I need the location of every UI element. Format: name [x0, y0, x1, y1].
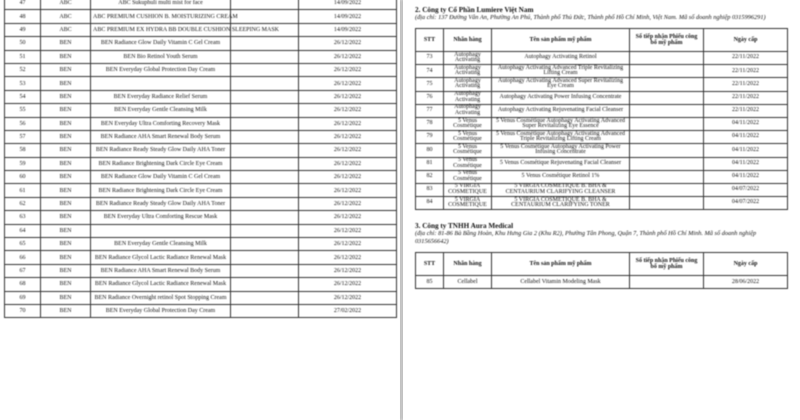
- table-row: [5, 251, 397, 264]
- cell-product: ABC PREMIUM EX HYDRA BB DOUBLE CUSHION SLEEPING MASK: [91, 23, 231, 36]
- cell-brand: ABC: [41, 10, 91, 23]
- cell-brand: ABC: [41, 23, 91, 36]
- cell-product: BEN Radiance Glow Daily Vitamin C Gel Cream: [91, 37, 231, 50]
- cell-date: 04/11/2022: [704, 131, 788, 144]
- cell-product: BEN Everyday Global Protection Day Cream: [91, 63, 231, 76]
- cell-brand: BEN: [41, 278, 91, 291]
- cell-date: 26/12/2022: [299, 117, 397, 130]
- cell-code: [630, 170, 704, 183]
- table-row: [416, 131, 788, 144]
- table-row: [416, 144, 788, 157]
- table-row: [416, 52, 788, 65]
- cell-stt: 73: [416, 52, 444, 65]
- cell-stt: 84: [416, 197, 444, 210]
- cell-product: BEN Everyday Global Protection Day Cream: [91, 304, 231, 317]
- table-row: [5, 184, 397, 197]
- cell-stt: 65: [5, 238, 41, 251]
- cell-code: [630, 91, 704, 104]
- cell-brand: BEN: [41, 224, 91, 237]
- header-date: Ngày cấp: [704, 253, 788, 276]
- cell-date: 26/12/2022: [299, 251, 397, 264]
- cell-date: 26/12/2022: [299, 77, 397, 90]
- header-stt: STT: [416, 253, 444, 276]
- cell-product: Autophagy Activating Power Infusing Concentrate: [492, 91, 630, 104]
- cell-code: [231, 117, 299, 130]
- cell-product: Autophagy Activating Advanced Triple Revitalizing Lifting Cream: [492, 65, 630, 78]
- cell-stt: 66: [5, 251, 41, 264]
- table-row: [5, 291, 397, 304]
- cell-code: [231, 130, 299, 143]
- header-code: Số tiếp nhận Phiếu công bố mỹ phẩm: [630, 253, 704, 276]
- cell-brand: 5 Venus Cosmétique: [444, 117, 492, 130]
- cell-stt: 60: [5, 171, 41, 184]
- header-code: Số tiếp nhận Phiếu công bố mỹ phẩm: [630, 29, 704, 52]
- cell-stt: 57: [5, 130, 41, 143]
- cell-stt: 58: [5, 144, 41, 157]
- cell-code: [231, 184, 299, 197]
- cell-date: 26/12/2022: [299, 37, 397, 50]
- section3-title: 3. Công ty TNHH Aura Medical: [415, 222, 514, 231]
- section2-header-row: [416, 29, 788, 52]
- cell-code: [231, 90, 299, 103]
- cell-product: BEN Radiance Brightening Dark Circle Eye Cream: [91, 184, 231, 197]
- cell-brand: BEN: [41, 50, 91, 63]
- cell-product: Autophagy Activating Retinol: [492, 52, 630, 65]
- table-row: [416, 276, 788, 289]
- cell-stt: 51: [5, 50, 41, 63]
- cell-brand: 5 Venus Cosmétique: [444, 157, 492, 170]
- cell-code: [231, 63, 299, 76]
- cell-brand: BEN: [41, 184, 91, 197]
- cell-code: [231, 278, 299, 291]
- cell-product: 5 Venus Cosmétique Retinol 1%: [492, 170, 630, 183]
- cell-brand: 5 Venus Cosmétique: [444, 144, 492, 157]
- cell-brand: BEN: [41, 104, 91, 117]
- table-row: [5, 104, 397, 117]
- cell-date: 22/11/2022: [704, 65, 788, 78]
- cell-product: 5 Venus Cosmétique Rejuvenating Facial Cleanser: [492, 157, 630, 170]
- table-row: [416, 78, 788, 91]
- cell-stt: 70: [5, 304, 41, 317]
- cell-code: [630, 144, 704, 157]
- cell-stt: 68: [5, 278, 41, 291]
- cell-code: [231, 291, 299, 304]
- cell-stt: 64: [5, 224, 41, 237]
- cell-product: BEN Radiance Glycol Lactic Radiance Renewal Mask: [91, 278, 231, 291]
- cell-stt: 54: [5, 90, 41, 103]
- cell-code: [231, 211, 299, 224]
- table-row: [5, 304, 397, 317]
- cell-date: 26/12/2022: [299, 224, 397, 237]
- cell-code: [231, 37, 299, 50]
- cell-brand: BEN: [41, 157, 91, 170]
- cell-brand: BEN: [41, 264, 91, 277]
- cell-date: 26/12/2022: [299, 171, 397, 184]
- cell-code: [630, 197, 704, 210]
- cell-brand: BEN: [41, 251, 91, 264]
- table-row: [5, 50, 397, 63]
- cell-brand: BEN: [41, 130, 91, 143]
- cell-stt: 85: [416, 276, 444, 289]
- table-row: [5, 77, 397, 90]
- table-row: [5, 224, 397, 237]
- cell-brand: BEN: [41, 304, 91, 317]
- cell-stt: 48: [5, 10, 41, 23]
- cell-product: BEN Bio Retinol Youth Serum: [91, 50, 231, 63]
- section3-address: (địa chỉ: 81-86 Bà Bầng Hoàn, Khu Hưng Gia 2 (Khu R2), Phường Tân Phong, Quận 7, Thành phố Hồ Chí Minh. Mã số doanh nghiệp 0315656642): [415, 230, 757, 246]
- table-row: [5, 23, 397, 36]
- table-row: [416, 104, 788, 117]
- cell-date: 26/12/2022: [299, 264, 397, 277]
- cell-date: 04/07/2022: [704, 197, 788, 210]
- cell-brand: Autophagy Activating: [444, 65, 492, 78]
- header-product: Tên sản phẩm mỹ phẩm: [492, 29, 630, 52]
- table-row: [416, 91, 788, 104]
- cell-code: [231, 10, 299, 23]
- table-row: [5, 264, 397, 277]
- cell-stt: 50: [5, 37, 41, 50]
- cell-code: [231, 104, 299, 117]
- cell-brand: 5 VIRGIA COSMETIQUE: [444, 183, 492, 196]
- cell-brand: BEN: [41, 63, 91, 76]
- left-product-table: [4, 0, 397, 318]
- table-row: [5, 10, 397, 23]
- cell-date: 26/12/2022: [299, 291, 397, 304]
- cell-brand: 5 VIRGIA COSMETIQUE: [444, 197, 492, 210]
- cell-date: 04/11/2022: [704, 170, 788, 183]
- cell-product: [91, 224, 231, 237]
- table-row: [416, 170, 788, 183]
- cell-brand: BEN: [41, 291, 91, 304]
- cell-date: 26/12/2022: [299, 50, 397, 63]
- table-row: [416, 65, 788, 78]
- cell-code: [231, 144, 299, 157]
- header-date: Ngày cấp: [704, 29, 788, 52]
- cell-date: 14/09/2022: [299, 0, 397, 10]
- cell-stt: 82: [416, 170, 444, 183]
- cell-product: BEN Radiance Ready Steady Glow Daily AHA Toner: [91, 197, 231, 210]
- table-row: [5, 238, 397, 251]
- cell-product: BEN Radiance AHA Smart Renewal Body Serum: [91, 264, 231, 277]
- cell-brand: BEN: [41, 171, 91, 184]
- cell-stt: 78: [416, 117, 444, 130]
- table-row: [5, 90, 397, 103]
- cell-stt: 69: [5, 291, 41, 304]
- cell-brand: BEN: [41, 197, 91, 210]
- cell-code: [231, 50, 299, 63]
- cell-brand: Autophagy Activating: [444, 91, 492, 104]
- table-row: [5, 278, 397, 291]
- cell-stt: 75: [416, 78, 444, 91]
- cell-code: [630, 157, 704, 170]
- cell-code: [231, 304, 299, 317]
- cell-code: [630, 276, 704, 289]
- table-row: [5, 117, 397, 130]
- cell-code: [231, 171, 299, 184]
- cell-product: BEN Everyday Gentle Cleansing Milk: [91, 238, 231, 251]
- cell-stt: 56: [5, 117, 41, 130]
- table-row: [416, 157, 788, 170]
- cell-product: ABC PREMIUM CUSHION B. MOISTURIZING CREAM: [91, 10, 231, 23]
- cell-brand: Cellabel: [444, 276, 492, 289]
- cell-stt: 74: [416, 65, 444, 78]
- table-row: [416, 197, 788, 210]
- cell-brand: BEN: [41, 90, 91, 103]
- table-row: [5, 157, 397, 170]
- table-row: [5, 63, 397, 76]
- cell-date: 22/11/2022: [704, 104, 788, 117]
- cell-date: 27/02/2022: [299, 304, 397, 317]
- cell-date: 04/11/2022: [704, 117, 788, 130]
- cell-brand: BEN: [41, 117, 91, 130]
- cell-brand: Autophagy Activating: [444, 52, 492, 65]
- cell-date: 26/12/2022: [299, 211, 397, 224]
- cell-code: [630, 117, 704, 130]
- cell-stt: 63: [5, 211, 41, 224]
- cell-code: [231, 238, 299, 251]
- cell-stt: 67: [5, 264, 41, 277]
- table-row: [5, 171, 397, 184]
- cell-code: [630, 183, 704, 196]
- cell-stt: 80: [416, 144, 444, 157]
- cell-stt: 49: [5, 23, 41, 36]
- cell-code: [231, 264, 299, 277]
- cell-code: [231, 251, 299, 264]
- cell-date: 26/12/2022: [299, 90, 397, 103]
- header-brand: Nhãn hàng: [444, 29, 492, 52]
- cell-stt: 61: [5, 184, 41, 197]
- cell-date: 26/12/2022: [299, 130, 397, 143]
- table-row: [5, 211, 397, 224]
- cell-code: [630, 52, 704, 65]
- table-row: [5, 37, 397, 50]
- section2-address: (địa chỉ: 137 Đường Vân An, Phường An Phú, Thành phố Thủ Đức, Thành phố Hồ Chí Minh, Việt Nam. Mã số doanh nghiệp 0315996291): [415, 14, 766, 21]
- cell-product: 5 VIRGIA COSMETIQUE B. BHA & CENTAURIUM CLARIFYING CLEANSER: [492, 183, 630, 196]
- cell-brand: BEN: [41, 37, 91, 50]
- table-row: [5, 0, 397, 10]
- right-document-page: [403, 0, 800, 420]
- cell-code: [231, 0, 299, 10]
- cell-date: 04/11/2022: [704, 157, 788, 170]
- cell-brand: Autophagy Activating: [444, 104, 492, 117]
- cell-product: BEN Radiance Brightening Dark Circle Eye Cream: [91, 157, 231, 170]
- cell-code: [630, 104, 704, 117]
- cell-stt: 76: [416, 91, 444, 104]
- cell-brand: BEN: [41, 238, 91, 251]
- right-page-content: [403, 0, 800, 289]
- cell-product: BEN Radiance AHA Smart Renewal Body Serum: [91, 130, 231, 143]
- cell-product: BEN Everyday Ultra Comforting Recovery Mask: [91, 117, 231, 130]
- cell-brand: BEN: [41, 77, 91, 90]
- cell-stt: 79: [416, 131, 444, 144]
- header-brand: Nhãn hàng: [444, 253, 492, 276]
- cell-brand: ABC: [41, 0, 91, 10]
- cell-date: 26/12/2022: [299, 157, 397, 170]
- table-row: [5, 130, 397, 143]
- cell-brand: 5 Venus Cosmétique: [444, 131, 492, 144]
- cell-date: 04/11/2022: [704, 144, 788, 157]
- left-page-content: [0, 0, 400, 318]
- cell-stt: 62: [5, 197, 41, 210]
- cell-brand: BEN: [41, 144, 91, 157]
- cell-stt: 55: [5, 104, 41, 117]
- cell-product: Cellabel Vitamin Modeling Mask: [492, 276, 630, 289]
- cell-product: 5 VIRGIA COSMETIQUE B. BHA & CENTAURIUM CLARIFYING TONER: [492, 197, 630, 210]
- header-product: Tên sản phẩm mỹ phẩm: [492, 253, 630, 276]
- cell-product: BEN Everyday Gentle Cleansing Milk: [91, 104, 231, 117]
- cell-date: 26/12/2022: [299, 278, 397, 291]
- cell-brand: 5 Venus Cosmétique: [444, 170, 492, 183]
- cell-code: [231, 157, 299, 170]
- cell-stt: 81: [416, 157, 444, 170]
- cell-date: 04/07/2022: [704, 183, 788, 196]
- cell-product: BEN Radiance Ready Steady Glow Daily AHA Toner: [91, 144, 231, 157]
- section2-title: 2. Công ty Cổ Phần Lumiere Việt Nam: [415, 6, 534, 14]
- cell-date: 22/11/2022: [704, 91, 788, 104]
- cell-code: [630, 78, 704, 91]
- cell-product: BEN Radiance Overnight retinol Spot Stopping Cream: [91, 291, 231, 304]
- cell-date: 28/06/2022: [704, 276, 788, 289]
- cell-product: [91, 77, 231, 90]
- cell-product: 5 Venus Cosmétique Autophagy Activating Power Infusing Concentrate: [492, 144, 630, 157]
- cell-code: [231, 224, 299, 237]
- cell-brand: BEN: [41, 211, 91, 224]
- cell-date: 26/12/2022: [299, 63, 397, 76]
- cell-product: Autophagy Activating Rejuvenating Facial Cleanser: [492, 104, 630, 117]
- cell-code: [630, 65, 704, 78]
- cell-product: 5 Venus Cosmétique Autophagy Activating Advanced Triple Revitalizing Lifting Cream: [492, 131, 630, 144]
- table-row: [416, 183, 788, 196]
- cell-stt: 52: [5, 63, 41, 76]
- cell-code: [231, 77, 299, 90]
- cell-stt: 47: [5, 0, 41, 10]
- cell-product: BEN Everyday Radiance Relief Serum: [91, 90, 231, 103]
- section3-table: [415, 252, 788, 289]
- cell-date: 22/11/2022: [704, 78, 788, 91]
- cell-date: 26/12/2022: [299, 238, 397, 251]
- table-row: [416, 117, 788, 130]
- cell-date: 14/09/2022: [299, 10, 397, 23]
- cell-product: ABC Sukuphuli multi mist for face: [91, 0, 231, 10]
- cell-stt: 53: [5, 77, 41, 90]
- table-row: [5, 144, 397, 157]
- cell-stt: 77: [416, 104, 444, 117]
- cell-date: 14/09/2022: [299, 23, 397, 36]
- cell-date: 26/12/2022: [299, 184, 397, 197]
- section3-header-row: [416, 253, 788, 276]
- cell-date: 22/11/2022: [704, 52, 788, 65]
- cell-product: BEN Radiance Glow Daily Vitamin C Gel Cream: [91, 171, 231, 184]
- cell-product: Autophagy Activating Advanced Super Revitalizing Eye Cream: [492, 78, 630, 91]
- cell-stt: 59: [5, 157, 41, 170]
- cell-product: BEN Everyday Ultra Comforting Rescue Mask: [91, 211, 231, 224]
- header-stt: STT: [416, 29, 444, 52]
- cell-code: [630, 131, 704, 144]
- cell-brand: Autophagy Activating: [444, 78, 492, 91]
- cell-date: 26/12/2022: [299, 144, 397, 157]
- cell-date: 26/12/2022: [299, 197, 397, 210]
- cell-code: [231, 197, 299, 210]
- cell-stt: 83: [416, 183, 444, 196]
- table-row: [5, 197, 397, 210]
- cell-product: 5 Venus Cosmétique Autophagy Activating Advanced Super Revitalizing Eye Essence: [492, 117, 630, 130]
- section2-table: [415, 28, 788, 210]
- cell-date: 26/12/2022: [299, 104, 397, 117]
- cell-product: BEN Radiance Glycol Lactic Radiance Renewal Mask: [91, 251, 231, 264]
